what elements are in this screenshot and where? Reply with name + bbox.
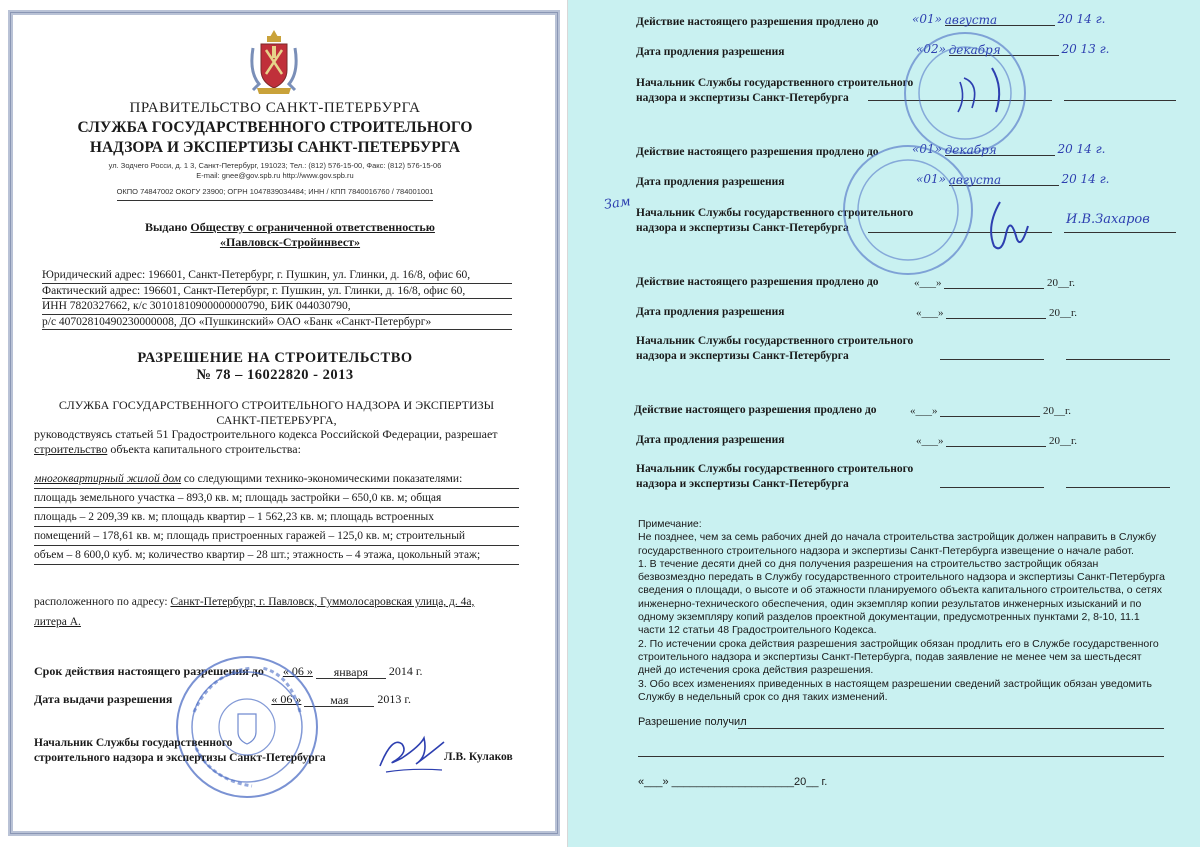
permit-title [40, 350, 510, 384]
ext4-until-day: «___» [910, 405, 938, 417]
ext4-signature-line [940, 487, 1044, 488]
body-construction-word: строительство [34, 441, 108, 456]
received-by-row [638, 716, 747, 728]
government-name: ПРАВИТЕЛЬСТВО САНКТ-ПЕТЕРБУРГА [129, 100, 421, 116]
ext1-until-month: августа [945, 13, 1055, 26]
ext4-until-year: 20__г. [1043, 405, 1072, 417]
ext1-chief-line1: Начальник Службы государственного строительного [636, 77, 914, 89]
ext1-date-month: декабря [949, 43, 1059, 56]
note-paragraph: 1. В течение десяти дней со дня получения разрешения на строительство застройщик обязан безвозмездно передать в Службу государственного строительного надзора и экспертизы Санкт-Петербурга сведения о площади, о высоте и об этажности планируемого объекта капитального строительства, о сетях инженерно-технического обеспечения, один экземпляр копии результатов инженерных изысканий и по одному экземпляру копий разделов проектной документации, предусмотренных пунктами 2, 8-10, 11.1 части 12 статьи 48 Градостроительного Кодекса. [638, 557, 1165, 637]
ext4-until-value [910, 404, 1071, 417]
ext3-date-day: «___» [916, 307, 944, 319]
signature [372, 726, 452, 776]
ext3-signature-line [940, 359, 1044, 360]
received-by-line [738, 728, 1164, 729]
ext2-name-line [1064, 232, 1176, 233]
extension-seal-stamp-1 [900, 28, 1030, 158]
ext1-until-label: Действие настоящего разрешения продлено до [636, 16, 879, 28]
signatory-line2: строительного надзора и экспертизы Санкт-Петербурга [34, 752, 326, 764]
ext1-date-day: «02» [916, 42, 946, 56]
ext2-until-year: 20 14 г. [1057, 142, 1106, 156]
signatory-position [34, 736, 364, 766]
ext4-chief [636, 462, 913, 492]
validity-month: января [333, 665, 369, 679]
ext3-chief-line2: надзора и экспертизы Санкт-Петербурга [636, 350, 849, 362]
ext4-chief-line1: Начальник Службы государственного строительного [636, 463, 914, 475]
permit-front-page [0, 0, 568, 847]
object-type: многоквартирный жилой дом [34, 473, 182, 485]
spec-line: помещений – 178,61 кв. м; площадь пристроенных гаражей – 125,0 кв. м; строительный [34, 527, 519, 546]
object-location [34, 592, 519, 632]
ext1-until-value [912, 12, 1106, 26]
permit-title-text: РАЗРЕШЕНИЕ НА СТРОИТЕЛЬСТВО [137, 350, 413, 366]
ext2-chief-line2: надзора и экспертизы Санкт-Петербурга [636, 222, 849, 234]
location-litera: литера А. [34, 616, 81, 628]
received-label: Разрешение получил [638, 716, 747, 728]
service-name-line1: СЛУЖБА ГОСУДАРСТВЕННОГО СТРОИТЕЛЬНОГО [77, 119, 473, 136]
ext4-name-line [1066, 487, 1170, 488]
ext4-until-month-blank [940, 404, 1040, 417]
ext4-date-month-blank [946, 434, 1046, 447]
ext3-until-label: Действие настоящего разрешения продлено до [636, 276, 879, 288]
agency-contacts: E-mail: gnee@gov.spb.ru http://www.gov.spb.ru [196, 171, 354, 180]
agency-address: ул. Зодчего Росси, д. 1 3, Санкт-Петербург, 191023; Тел.: (812) 576-15-00, Факс: (812) 576-15-06 [108, 161, 442, 170]
spec-intro: со следующими технико-экономическими показателями: [181, 473, 463, 485]
ext2-date-day: «01» [916, 172, 946, 186]
validity-day: « 06 » [282, 664, 313, 678]
requisite-line: р/с 40702810490230000008, ДО «Пушкинский» ОАО «Банк «Санкт-Петербург» [42, 315, 512, 331]
body-law-line: руководствуясь статьей 51 Градостроительного кодекса Российской Федерации, разрешает [34, 427, 498, 441]
ext3-until-month-blank [944, 276, 1044, 289]
ext2-until-month: декабря [945, 143, 1055, 156]
ext2-name-note: И.В.Захаров [1066, 212, 1150, 227]
body-object-text: объекта капитального строительства: [107, 441, 301, 456]
notes-title: Примечание: [638, 518, 702, 530]
ext3-date-value [916, 306, 1077, 319]
issued-to [80, 220, 500, 250]
signatory-name: Л.В. Кулаков [444, 751, 513, 763]
requisite-line: Фактический адрес: 196601, Санкт-Петербург, г. Пушкин, ул. Глинки, д. 16/8, офис 60, [42, 284, 512, 300]
issue-date-label: Дата выдачи разрешения [34, 692, 173, 706]
note-paragraph: Не позднее, чем за семь рабочих дней до начала строительства застройщик должен направить в Службу государственного строительного надзора и экспертизы Санкт-Петербурга извещение о начале работ. [638, 531, 1157, 557]
ext4-date-value [916, 434, 1077, 447]
ext3-until-day: «___» [914, 277, 942, 289]
extension-seal-stamp-2 [838, 140, 978, 280]
signatory-line1: Начальник Службы государственного [34, 737, 233, 749]
location-prefix: расположенного по адресу: [34, 596, 171, 608]
issue-day: « 06 » [271, 692, 302, 706]
body-authority-line2: САНКТ-ПЕТЕРБУРГА, [216, 412, 337, 427]
ext3-chief-line1: Начальник Службы государственного строительного [636, 335, 914, 347]
body-authority-line: СЛУЖБА ГОСУДАРСТВЕННОГО СТРОИТЕЛЬНОГО НАДЗОРА И ЭКСПЕРТИЗЫ [58, 398, 495, 412]
location-address: Санкт-Петербург, г. Павловск, Гуммолосаровская улица, д. 4а, [170, 596, 475, 608]
ext1-name-line [1064, 100, 1176, 101]
ext3-chief [636, 334, 913, 364]
note-paragraph: 3. Обо всех изменениях приведенных в настоящем разрешении сведений застройщик обязан уведомить Службу в недельный срок со дня таких изменений. [638, 677, 1152, 703]
ext2-until-label: Действие настоящего разрешения продлено до [636, 146, 879, 158]
ext2-until-day: «01» [912, 142, 942, 156]
ext2-margin-note: Зам [603, 194, 632, 213]
ext1-date-year: 20 13 г. [1061, 42, 1110, 56]
requisite-line: Юридический адрес: 196601, Санкт-Петербург, г. Пушкин, ул. Глинки, д. 16/8, офис 60, [42, 268, 512, 284]
permit-body [34, 398, 519, 456]
received-by-line2 [638, 756, 1164, 757]
notes-section [638, 518, 1168, 704]
ext4-date-day: «___» [916, 435, 944, 447]
official-seal-stamp [172, 652, 322, 802]
company-requisites [42, 268, 512, 330]
ext1-date-label: Дата продления разрешения [636, 46, 785, 58]
ext2-date-year: 20 14 г. [1061, 172, 1110, 186]
ext2-chief-line1: Начальник Службы государственного строительного [636, 207, 914, 219]
ext3-until-year: 20__г. [1047, 277, 1076, 289]
validity-label: Срок действия настоящего разрешения до [34, 664, 264, 678]
coat-of-arms-icon [245, 28, 303, 96]
ext2-date-month: августа [949, 173, 1059, 186]
issued-to-company-name: «Павловск-Стройинвест» [219, 235, 361, 249]
ext4-chief-line2: надзора и экспертизы Санкт-Петербурга [636, 478, 849, 490]
agency-codes: ОКПО 74847002 ОКОГУ 23900; ОГРН 1047839034484; ИНН / КПП 7840016760 / 784001001 [117, 187, 434, 201]
ext1-until-year: 20 14 г. [1057, 12, 1106, 26]
ext3-date-month-blank [946, 306, 1046, 319]
ext4-date-label: Дата продления разрешения [636, 434, 785, 446]
ext2-signature [976, 196, 1046, 256]
requisite-line: ИНН 7820327662, к/с 30101810900000000790, БИК 044030790, [42, 299, 512, 315]
service-name-line2: НАДЗОРА И ЭКСПЕРТИЗЫ САНКТ-ПЕТЕРБУРГА [89, 139, 461, 156]
agency-header [40, 100, 510, 201]
ext3-name-line [1066, 359, 1170, 360]
ext1-chief [636, 76, 913, 106]
object-specifications [34, 470, 519, 565]
issue-year: 2013 г. [377, 692, 411, 706]
ext4-until-label: Действие настоящего разрешения продлено до [634, 404, 877, 416]
ext3-until-value [914, 276, 1075, 289]
spec-line: площадь земельного участка – 893,0 кв. м; площадь застройки – 650,0 кв. м; общая [34, 489, 519, 508]
ext1-until-day: «01» [912, 12, 942, 26]
ext3-date-label: Дата продления разрешения [636, 306, 785, 318]
ext3-date-year: 20__г. [1049, 307, 1078, 319]
validity-year: 2014 г. [388, 664, 423, 678]
issue-month: мая [330, 693, 349, 707]
permit-number: № 78 – 16022820 - 2013 [196, 367, 354, 383]
ext1-chief-line2: надзора и экспертизы Санкт-Петербурга [636, 92, 849, 104]
note-paragraph: 2. По истечении срока действия разрешения застройщик обязан продлить его в Службе государственного строительного надзора и экспертизы Санкт-Петербурга, подав заявление не менее чем за шестьдесят дней до истечения срока действия разрешения. [638, 637, 1159, 677]
spec-line: площадь – 2 209,39 кв. м; площадь квартир – 1 562,23 кв. м; площадь встроенных [34, 508, 519, 527]
issued-prefix: Выдано [145, 220, 188, 234]
spec-line: объем – 8 600,0 куб. м; количество квартир – 28 шт.; этажность – 4 этажа, цокольный этаж; [34, 546, 519, 565]
received-date: «___» ____________________20__ г. [638, 776, 828, 788]
issued-to-company: Обществу с ограниченной ответственностью [190, 220, 435, 234]
ext4-date-year: 20__г. [1049, 435, 1078, 447]
ext2-date-label: Дата продления разрешения [636, 176, 785, 188]
